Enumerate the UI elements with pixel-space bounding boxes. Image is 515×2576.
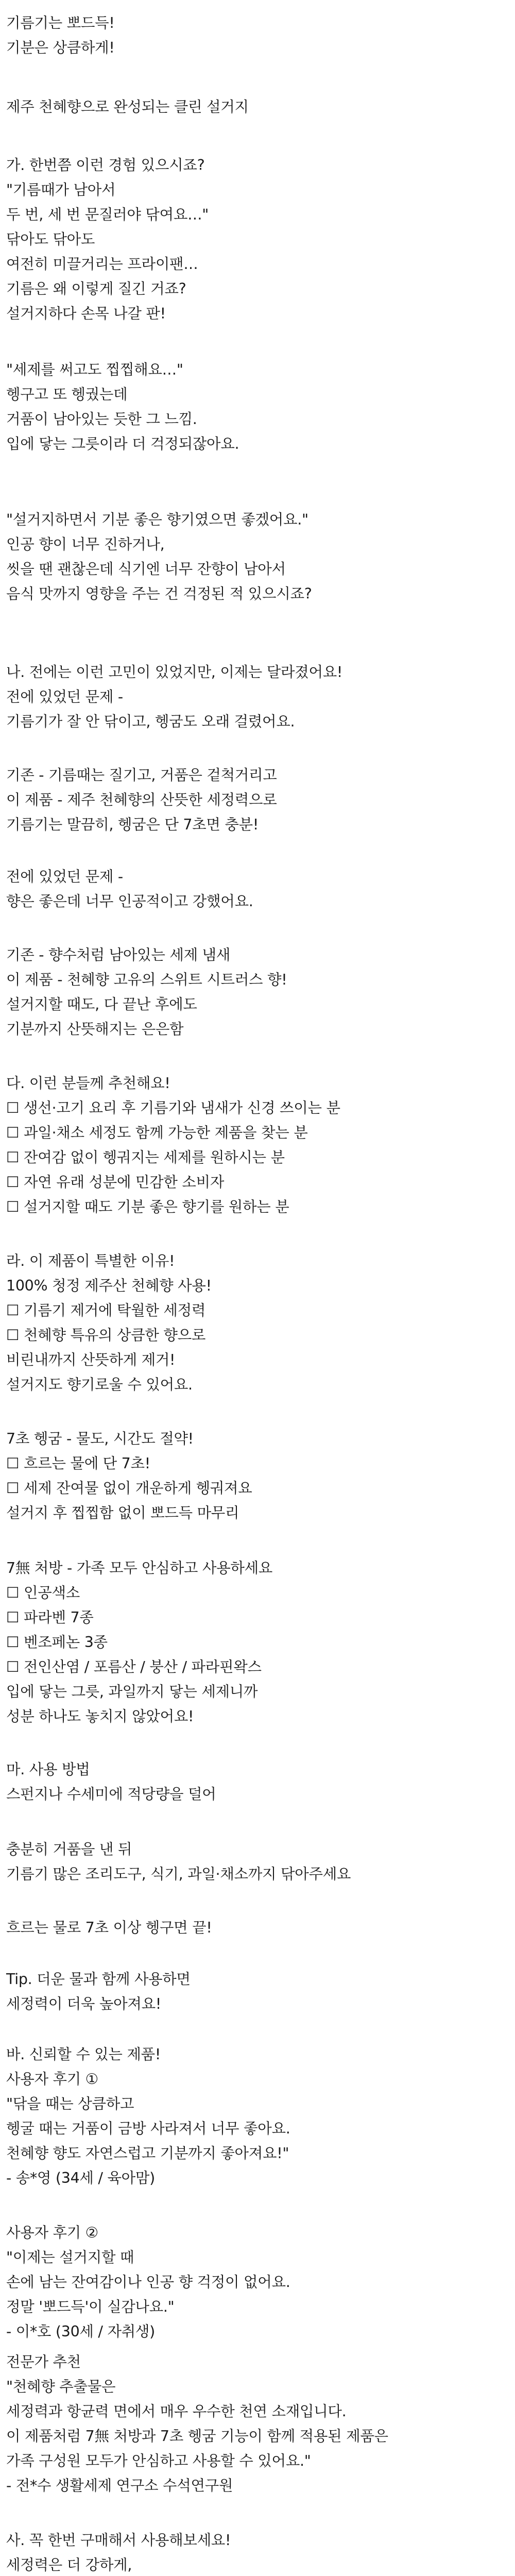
text-line: ☐ 흐르는 물에 단 7초! [6,1455,150,1472]
text-line: "이제는 설거지할 때 [6,2249,134,2266]
tip-block [6,1967,511,2016]
text-line: 세정력은 더 강하게, [6,2556,132,2573]
text-line: ☐ 설거지할 때도 기분 좋은 향기를 원하는 분 [6,1198,289,1215]
usage-step-rinse [6,1916,511,1940]
expert-recommendation [6,2350,511,2498]
text-line: "기름때가 남아서 [6,181,116,198]
text-line: 씻을 땐 괜찮은데 식기엔 너무 잔향이 남아서 [6,561,286,578]
text-line: 이 제품 - 제주 천혜향의 산뜻한 세정력으로 [6,791,277,808]
text-line: 닦아도 닦아도 [6,231,95,248]
trust-section [6,2042,511,2191]
text-line: ☐ 인공색소 [6,1584,80,1601]
comparison-grease [6,763,511,837]
text-line: 충분히 거품을 낸 뒤 [6,1841,132,1858]
text-line: 다. 이런 분들께 추천해요! [6,1075,170,1092]
text-line: 기분까지 산뜻해지는 은은함 [6,1021,184,1038]
text-line: 라. 이 제품이 특별한 이유! [6,1252,175,1269]
text-line: 가족 구성원 모두가 안심하고 사용할 수 있어요." [6,2452,311,2469]
text-line: 천혜향 향도 자연스럽고 기분까지 좋아져요!" [6,2145,289,2162]
problem-scent [6,865,511,914]
text-line: 설거지 후 찝찝함 없이 뽀드득 마무리 [6,1504,239,1521]
rinse-feature-block [6,1427,511,1526]
text-line: 흐르는 물로 7초 이상 헹구면 끝! [6,1919,212,1936]
text-line: "설거지하면서 기분 좋은 향기였으면 좋겠어요." [6,511,308,528]
text-line: 헹구고 또 헹궜는데 [6,386,128,403]
text-line: ☐ 잔여감 없이 헹궈지는 세제를 원하시는 분 [6,1149,285,1166]
detergent-concern-block [6,358,511,456]
text-line: ☐ 생선·고기 요리 후 기름기와 냄새가 신경 쓰이는 분 [6,1099,340,1116]
text-line: 7無 처방 - 가족 모두 안심하고 사용하세요 [6,1560,273,1577]
text-line: 향은 좋은데 너무 인공적이고 강했어요. [6,893,253,910]
text-line: 사용자 후기 ② [6,2224,98,2241]
comparison-scent [6,943,511,1042]
text-line: "닦을 때는 상큼하고 [6,2095,134,2112]
text-line: 바. 신뢰할 수 있는 제품! [6,2046,161,2063]
intro-block [6,11,511,60]
text-line: 거품이 남아있는 듯한 그 느낌. [6,411,197,428]
text-line: 기존 - 향수처럼 남아있는 세제 냄새 [6,946,231,963]
text-line: 설거지도 향기로울 수 있어요. [6,1376,193,1393]
before-after-section [6,660,511,734]
text-line: ☐ 천혜향 특유의 상큼한 향으로 [6,1327,206,1344]
usage-step-lather [6,1837,511,1887]
usage-section [6,1757,511,1807]
text-line: 입에 닿는 그릇이라 더 걱정되잖아요. [6,435,239,452]
text-line: ☐ 자연 유래 성분에 민감한 소비자 [6,1174,225,1191]
text-line: 설거지하다 손목 나갈 판! [6,305,166,322]
purchase-section [6,2528,511,2576]
text-line: 입에 닿는 그릇, 과일까지 닿는 세제니까 [6,1683,258,1700]
user-review-2 [6,2221,511,2344]
text-line: 설거지할 때도, 다 끝난 후에도 [6,996,197,1013]
text-line: ☐ 벤조페논 3종 [6,1634,108,1651]
text-line: 세정력과 항균력 면에서 매우 우수한 천연 소재입니다. [6,2403,347,2420]
text-line: 사용자 후기 ① [6,2071,98,2088]
text-line: - 송*영 (34세 / 육아맘) [6,2170,155,2187]
text-line: 전에 있었던 문제 - [6,688,123,705]
text-line: 기름기가 잘 안 닦이고, 헹굼도 오래 걸렸어요. [6,713,295,730]
special-reasons-section [6,1249,511,1397]
text-line: 두 번, 세 번 문질러야 닦여요…" [6,206,209,223]
text-line: ☐ 과일·채소 세정도 함께 가능한 제품을 찾는 분 [6,1124,308,1141]
text-line: 전문가 추천 [6,2353,81,2370]
text-line: 여전히 미끌거리는 프라이팬… [6,256,198,273]
text-line: 기름은 왜 이렇게 질긴 거죠? [6,280,186,297]
text-line: 이 제품처럼 7無 처방과 7초 헹굼 기능이 함께 적용된 제품은 [6,2428,388,2445]
text-line: 음식 맛까지 영향을 주는 건 걱정된 적 있으시죠? [6,585,312,602]
title-block [6,95,511,120]
text-line: ☐ 파라벤 7종 [6,1609,94,1626]
text-line: 손에 남는 잔여감이나 인공 향 걱정이 없어요. [6,2274,290,2291]
experience-section [6,153,511,326]
text-line: 기존 - 기름때는 질기고, 거품은 겉척거리고 [6,767,277,784]
text-line: 나. 전에는 이런 고민이 있었지만, 이제는 달라졌어요! [6,664,343,681]
text-line: 7초 헹굼 - 물도, 시간도 절약! [6,1430,194,1447]
text-line: - 이*호 (30세 / 자취생) [6,2323,155,2340]
text-line: "천혜향 추출물은 [6,2378,116,2395]
text-line: ☐ 기름기 제거에 탁월한 세정력 [6,1302,206,1319]
text-line: 제주 천혜향으로 완성되는 클린 설거지 [6,98,249,115]
text-line: Tip. 더운 물과 함께 사용하면 [6,1971,191,1988]
text-line: 스펀지나 수세미에 적당량을 덜어 [6,1786,216,1803]
text-line: 기름기는 말끔히, 헹굼은 단 7초면 충분! [6,816,259,833]
free-formula-block [6,1556,511,1729]
text-line: 기름기는 뽀드득! [6,14,115,31]
scent-concern-block [6,507,511,606]
text-line: 마. 사용 방법 [6,1761,90,1778]
text-line: 비린내까지 산뜻하게 제거! [6,1351,176,1368]
text-line: 기분은 상큼하게! [6,39,115,56]
text-line: 기름기 많은 조리도구, 식기, 과일·채소까지 닦아주세요 [6,1866,351,1883]
text-line: 가. 한번쯤 이런 경험 있으시죠? [6,157,205,174]
text-line: "세제를 써고도 찝찝해요…" [6,361,183,378]
text-line: 전에 있었던 문제 - [6,868,123,885]
text-line: 사. 꼭 한번 구매해서 사용해보세요! [6,2532,231,2549]
text-line: ☐ 세제 잔여물 없이 개운하게 헹궈져요 [6,1480,252,1497]
text-line: 정말 '뽀드득'이 실감나요." [6,2298,175,2315]
recommendation-section [6,1071,511,1219]
text-line: 인공 향이 너무 진하거나, [6,536,165,553]
text-line: ☐ 전인산염 / 포름산 / 붕산 / 파라핀왁스 [6,1658,262,1675]
text-line: 이 제품 - 천혜향 고유의 스위트 시트러스 향! [6,971,287,988]
text-line: 100% 청정 제주산 천혜향 사용! [6,1277,212,1294]
text-line: - 전*수 생활세제 연구소 수석연구원 [6,2477,233,2494]
text-line: 헹굴 때는 거품이 금방 사라져서 너무 좋아요. [6,2120,290,2137]
text-line: 성분 하나도 놓치지 않았어요! [6,1708,194,1725]
text-line: 세정력이 더욱 높아져요! [6,1995,161,2012]
